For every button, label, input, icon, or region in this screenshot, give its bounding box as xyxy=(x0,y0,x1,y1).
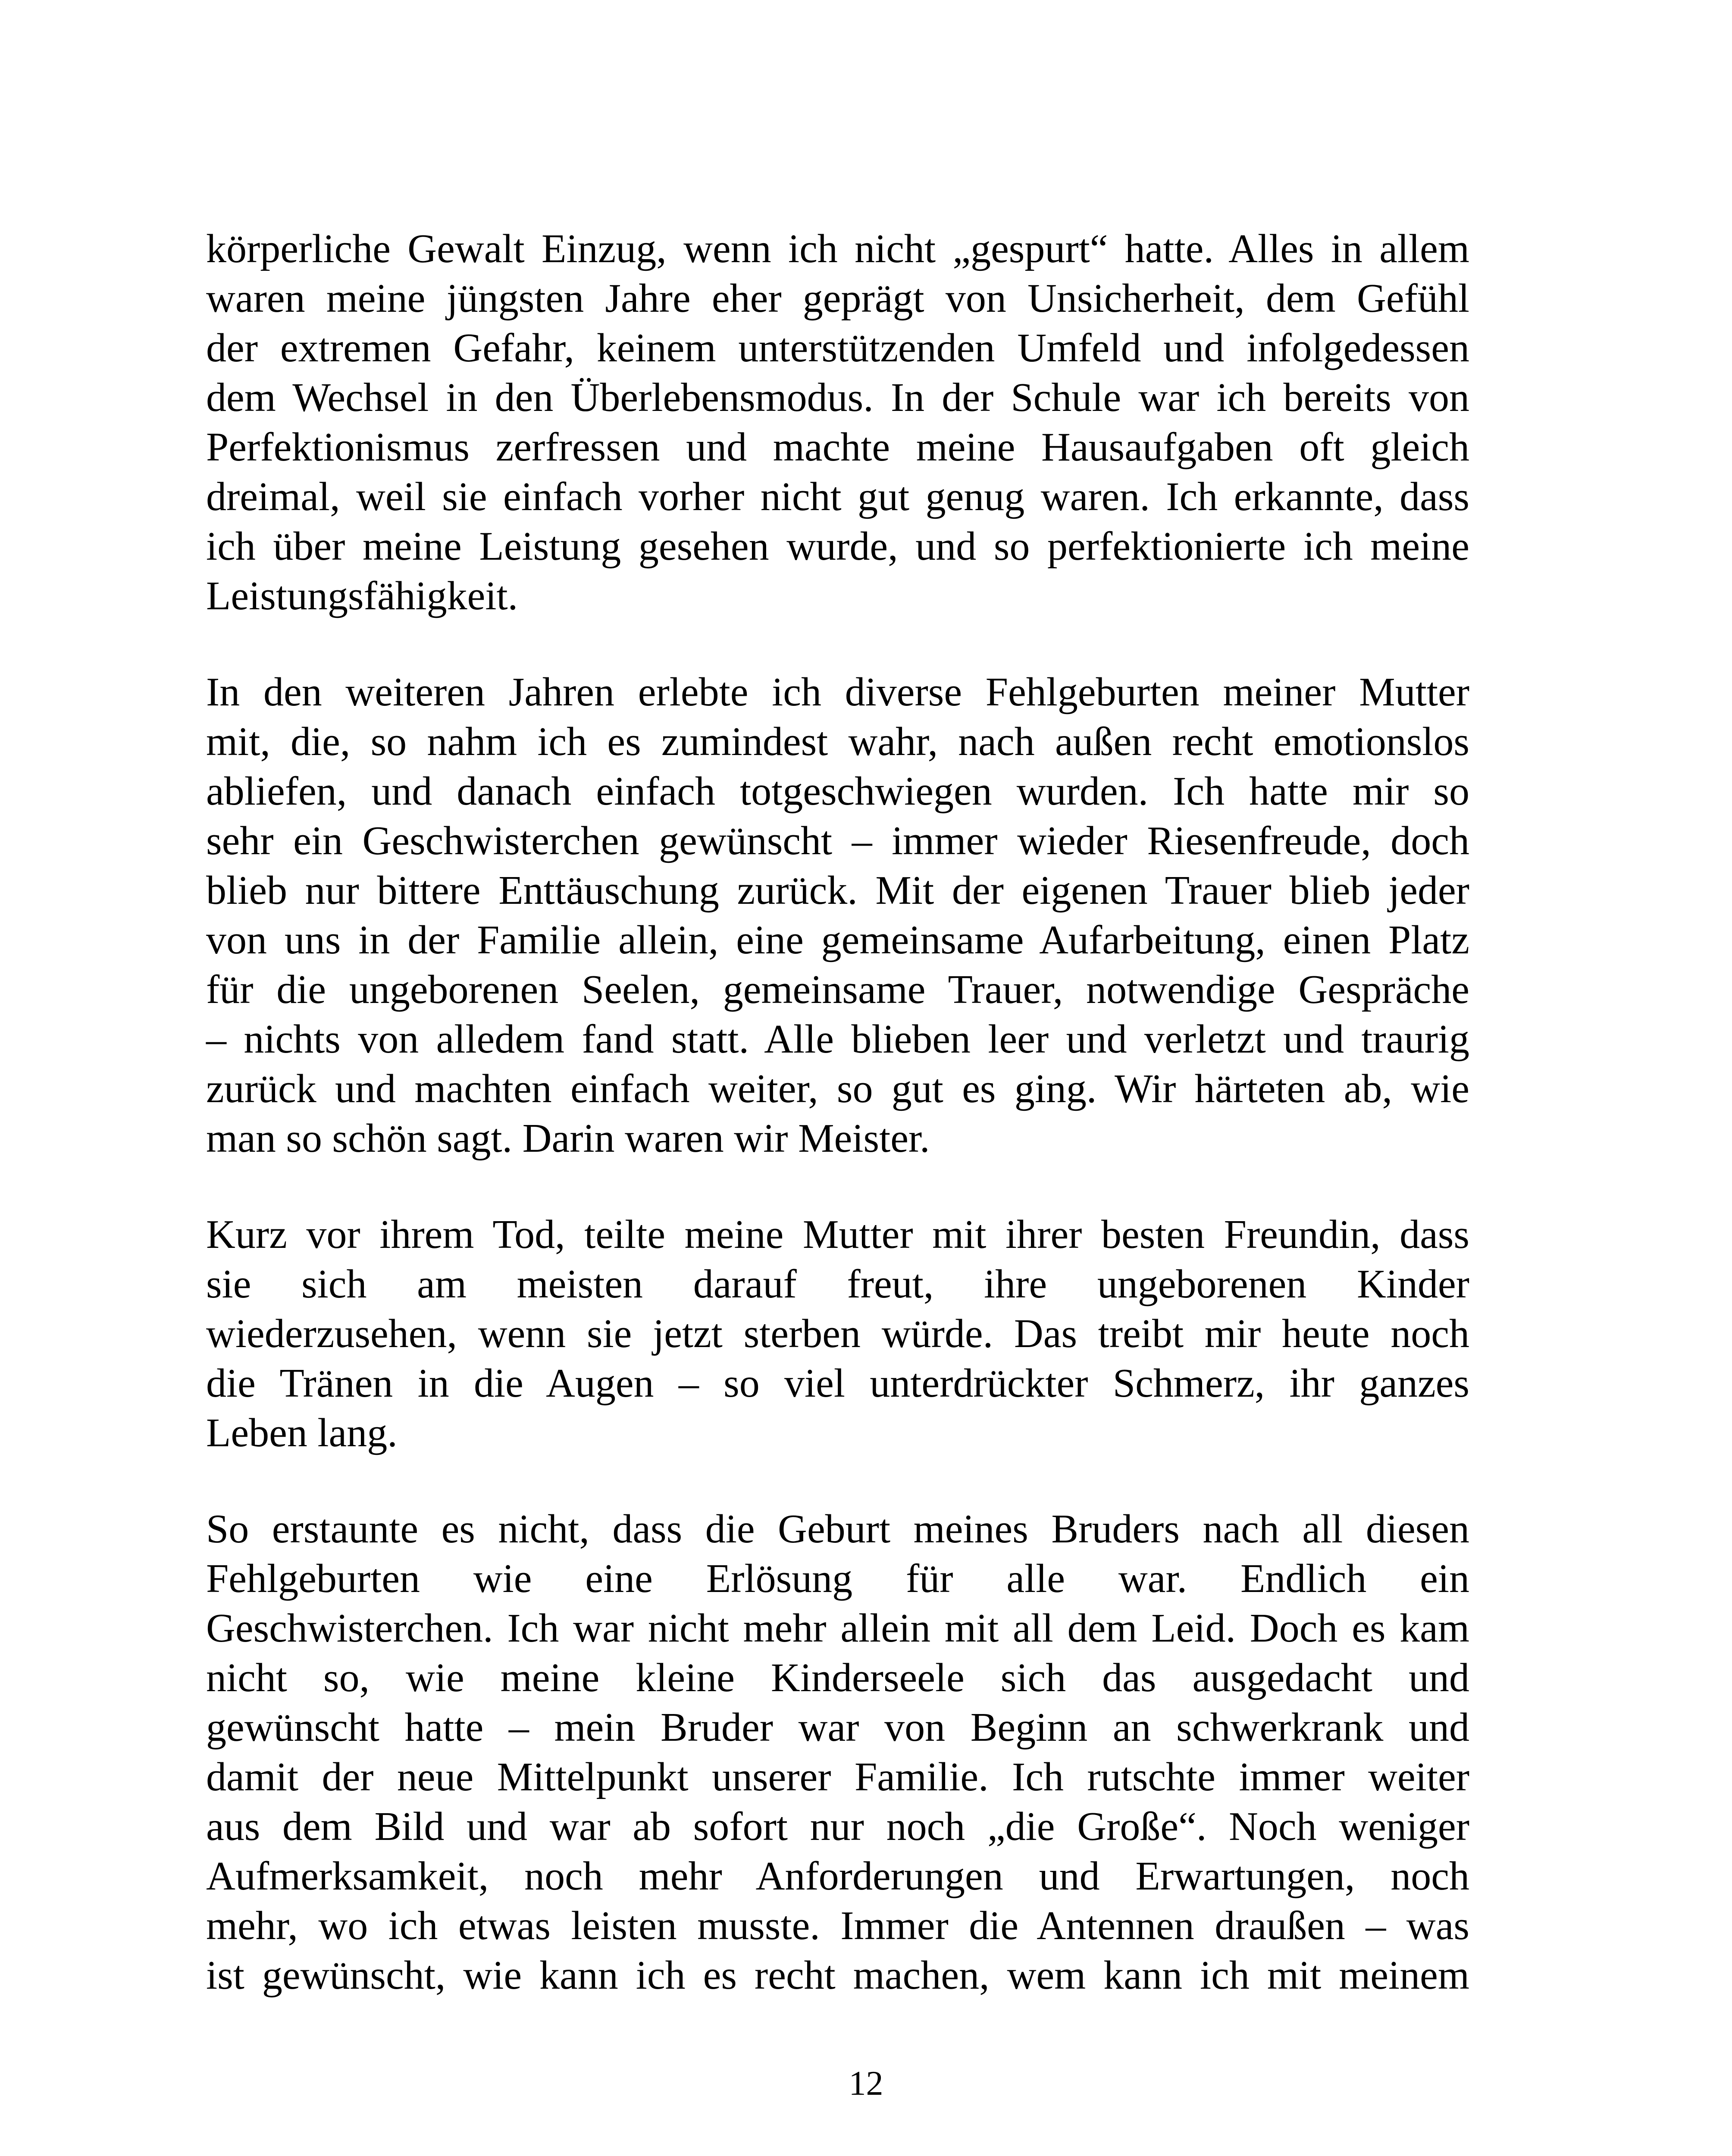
text-line: dreimal, weil sie einfach vorher nicht gut genug waren. Ich erkannte, dass xyxy=(206,474,1469,519)
text-line: von uns in der Familie allein, eine gemeinsame Aufarbeitung, einen Platz xyxy=(206,918,1469,962)
paragraph-1 xyxy=(206,224,1469,621)
paragraph-4 xyxy=(206,1504,1469,2000)
page-number: 12 xyxy=(849,2065,883,2103)
text-line: damit der neue Mittelpunkt unserer Familie. Ich rutschte immer weiter xyxy=(206,1755,1469,1799)
text-line: sehr ein Geschwisterchen gewünscht – immer wieder Riesenfreude, doch xyxy=(206,818,1469,863)
text-line: waren meine jüngsten Jahre eher geprägt von Unsicherheit, dem Gefühl xyxy=(206,276,1469,321)
text-line: zurück und machten einfach weiter, so gut es ging. Wir härteten ab, wie xyxy=(206,1066,1469,1111)
text-line: blieb nur bittere Enttäuschung zurück. Mit der eigenen Trauer blieb jeder xyxy=(206,868,1469,913)
text-line: ich über meine Leistung gesehen wurde, und so perfektionierte ich meine xyxy=(206,524,1469,569)
text-line: Leben lang. xyxy=(206,1410,398,1455)
text-line: Aufmerksamkeit, noch mehr Anforderungen und Erwartungen, noch xyxy=(206,1854,1469,1899)
text-line: Leistungsfähigkeit. xyxy=(206,573,518,618)
text-line: sie sich am meisten darauf freut, ihre ungeborenen Kinder xyxy=(206,1262,1469,1307)
text-line: die Tränen in die Augen – so viel unterdrückter Schmerz, ihr ganzes xyxy=(206,1361,1469,1406)
text-line: mit, die, so nahm ich es zumindest wahr, nach außen recht emotionslos xyxy=(206,719,1469,764)
text-line: dem Wechsel in den Überlebensmodus. In der Schule war ich bereits von xyxy=(206,375,1469,420)
body-text xyxy=(206,224,1469,2000)
text-line: nicht so, wie meine kleine Kinderseele sich das ausgedacht und xyxy=(206,1655,1469,1700)
text-line: Perfektionismus zerfressen und machte meine Hausaufgaben oft gleich xyxy=(206,425,1469,470)
text-line: wiederzusehen, wenn sie jetzt sterben würde. Das treibt mir heute noch xyxy=(206,1311,1469,1356)
text-line: – nichts von alledem fand statt. Alle blieben leer und verletzt und traurig xyxy=(206,1017,1469,1062)
text-line: körperliche Gewalt Einzug, wenn ich nicht „gespurt“ hatte. Alles in allem xyxy=(206,226,1469,271)
text-line: gewünscht hatte – mein Bruder war von Beginn an schwerkrank und xyxy=(206,1705,1469,1750)
text-line: für die ungeborenen Seelen, gemeinsame Trauer, notwendige Gespräche xyxy=(206,967,1469,1012)
text-line: aus dem Bild und war ab sofort nur noch „die Große“. Noch weniger xyxy=(206,1804,1469,1849)
paragraph-3 xyxy=(206,1210,1469,1458)
text-line: In den weiteren Jahren erlebte ich diverse Fehlgeburten meiner Mutter xyxy=(206,670,1469,714)
text-line: Kurz vor ihrem Tod, teilte meine Mutter mit ihrer besten Freundin, dass xyxy=(206,1212,1469,1257)
text-line: abliefen, und danach einfach totgeschwiegen wurden. Ich hatte mir so xyxy=(206,769,1469,814)
text-line: man so schön sagt. Darin waren wir Meister. xyxy=(206,1116,930,1161)
text-line: So erstaunte es nicht, dass die Geburt meines Bruders nach all diesen xyxy=(206,1507,1469,1551)
text-line: Fehlgeburten wie eine Erlösung für alle war. Endlich ein xyxy=(206,1556,1469,1601)
paragraph-2 xyxy=(206,667,1469,1163)
text-line: mehr, wo ich etwas leisten musste. Immer die Antennen draußen – was xyxy=(206,1903,1469,1948)
text-line: Geschwisterchen. Ich war nicht mehr allein mit all dem Leid. Doch es kam xyxy=(206,1606,1469,1651)
text-line: der extremen Gefahr, keinem unterstützenden Umfeld und infolgedessen xyxy=(206,326,1469,370)
text-line: ist gewünscht, wie kann ich es recht machen, wem kann ich mit meinem xyxy=(206,1953,1469,1998)
